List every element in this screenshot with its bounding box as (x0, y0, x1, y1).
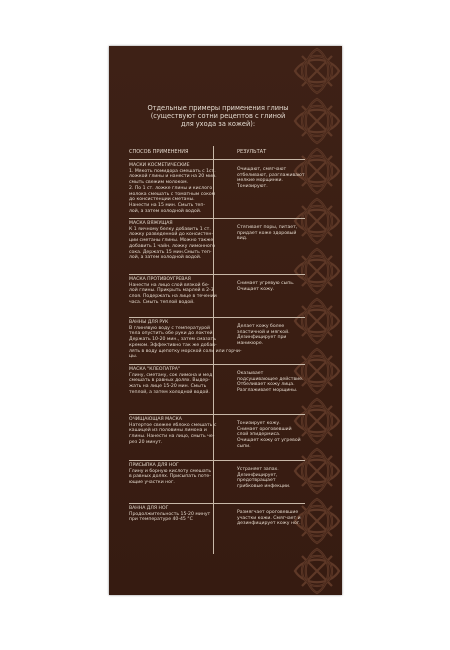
method-line: Нанести на лицо слой вязкой бе- (129, 282, 210, 288)
method-cell (129, 367, 231, 396)
result-cell (237, 421, 305, 450)
method-line: до консистенции сметаны. (129, 197, 195, 203)
table-row (129, 461, 305, 504)
result-line: слой эпидермиса. (237, 432, 281, 438)
result-line: Тонизируют. (237, 184, 268, 190)
table-row (129, 365, 305, 415)
table-row (129, 504, 305, 546)
method-line: смыть свежим молоком. (129, 180, 189, 186)
method-line: цы. (129, 354, 138, 360)
recipes-table (129, 146, 305, 527)
method-line: К 1 яичному белку добавить 1 ст. (129, 226, 211, 232)
result-line: эластичной и мягкой. (237, 329, 290, 335)
recipe-name: ВАННА ДЛЯ НОГ (129, 506, 169, 511)
method-line: в равных долях. Присыпать поте- (129, 474, 211, 480)
table-header (129, 146, 305, 160)
header-method: СПОСОБ ПРИМЕНЕНИЯ (129, 149, 189, 155)
result-cell (237, 167, 305, 190)
result-line: Очищают, смягчают (237, 167, 287, 172)
method-line: Продолжительность 15-20 минут (129, 511, 211, 517)
recipe-name: ПРИСЫПКА ДЛЯ НОГ (129, 463, 179, 468)
result-line: предотвращает (237, 478, 276, 484)
result-line: Делает кожу более (237, 324, 285, 329)
table-row (129, 318, 305, 365)
method-line: Держать 10-20 мин., затем смазать (129, 337, 216, 343)
result-line: Очищает кожу от угревой (237, 438, 301, 444)
method-line: Нанести на 15 мин. Смыть теп- (129, 202, 206, 208)
method-line: 1. Мякоть помидора смешать с 1ст. (129, 168, 216, 174)
method-cell (129, 277, 231, 306)
result-line: маникюре. (237, 341, 264, 347)
method-line: рез 20 минут. (129, 439, 163, 445)
result-line: Дезинфицирует, (237, 472, 278, 478)
method-line: часа. Смыть теплой водой. (129, 299, 195, 305)
info-panel (109, 46, 342, 595)
recipe-name: МАСКА "КЛЕОПАТРА" (129, 367, 180, 372)
recipe-name: МАСКА ВЯЖУЩАЯ (129, 221, 173, 226)
method-line: Натертое свежее яблоко смешать с (129, 422, 217, 428)
result-line: Оказывает (237, 371, 264, 376)
result-line: придает коже здоровый (237, 230, 297, 236)
intro-title-line: Отдельные примеры применения глины (147, 104, 289, 112)
method-line: слоя. Подержать на лице в течении (129, 294, 217, 300)
method-cell (129, 221, 231, 261)
result-cell (237, 371, 305, 394)
method-line: 2. По 1 ст. ложке глины и кислого (129, 185, 213, 191)
recipe-name: МАСКА ПРОТИВОУГРЕВАЯ (129, 277, 191, 282)
header-result: РЕЗУЛЬТАТ (237, 149, 267, 155)
recipe-name: ОЧИЩАЮЩАЯ МАСКА (129, 417, 182, 422)
result-line: подсушивающее действие. (237, 376, 304, 382)
result-cell (237, 510, 305, 527)
method-line: ции сметаны глины. Можно также (129, 238, 214, 244)
intro-title (129, 104, 307, 128)
result-line: Тонизирует кожу. (237, 421, 281, 426)
method-line: лой, а затем холодной водой. (129, 208, 202, 214)
result-line: Отбеливает кожу лица. (237, 382, 295, 388)
method-line: лять в воду щепотку морской соли или горчи- (129, 348, 242, 354)
method-cell (129, 463, 231, 486)
result-line: Разглаживает морщины. (237, 388, 298, 394)
method-line: кашицей из половины лимона и (129, 428, 207, 434)
method-line: при температуре 40-45 °С (129, 517, 193, 523)
result-cell (237, 281, 305, 292)
method-line: добавить 1 чайн. ложку лимонного (129, 243, 216, 249)
method-cell (129, 163, 231, 214)
method-line: глины. Нанести на лицо, смыть че- (129, 434, 215, 440)
result-line: сыпи. (237, 443, 251, 449)
result-line: Снимает ороговевший (237, 426, 292, 432)
intro-title-line: (существуют сотни рецептов с глиной (150, 112, 286, 120)
method-cell (129, 320, 242, 360)
result-line: Устраняет запах. (237, 467, 279, 472)
method-line: кремом. Эффективно так же добав- (129, 342, 217, 348)
table-row (129, 275, 305, 318)
result-cell (237, 467, 305, 490)
table-row (129, 160, 305, 219)
table-row (129, 219, 305, 275)
method-line: Глину и борную кислоту смешать (129, 468, 212, 474)
method-line: сока. Держать 15 мин.Смыть теп- (129, 249, 212, 255)
result-line: участки кожи. Смягчает и (237, 515, 301, 521)
result-line: Размягчает ороговевшие (237, 510, 299, 515)
method-line: ющие участки ног. (129, 480, 175, 486)
result-line: Дезинфицирует при (237, 335, 287, 341)
result-cell (237, 324, 305, 347)
result-line: вид. (237, 236, 248, 242)
table-row (129, 415, 305, 461)
method-line: лой, а затем холодной водой. (129, 255, 202, 261)
method-line: молока смешать с томатным соком (129, 191, 216, 197)
intro-title-line: для ухода за кожей): (180, 120, 256, 128)
result-line: Снимает угревую сыпь. (237, 281, 295, 286)
result-line: грибковые инфекции. (237, 484, 291, 490)
method-cell (129, 506, 231, 523)
method-line: В глинявую воду с температурой (129, 325, 210, 331)
method-cell (129, 417, 231, 446)
result-line: дезинфицирует кожу ног. (237, 521, 301, 527)
method-line: Глину, сметану, сок лимона и мед (129, 372, 213, 378)
recipe-name: МАСКИ КОСМЕТИЧЕСКИЕ (129, 163, 190, 168)
result-line: мелкие морщинки. (237, 178, 284, 184)
result-line: Очищает кожу. (237, 286, 275, 292)
method-line: лой глины. Прикрыть марлей в 2-3 (129, 288, 214, 294)
method-line: тела опустить обе руки до локтей. (129, 331, 214, 337)
result-cell (237, 225, 305, 242)
method-line: ложку разведенной до консистен- (129, 232, 214, 238)
method-line: теплой, а затем холодной водой. (129, 389, 210, 395)
method-line: ложкой глины и нанести на 20 мин. (129, 174, 217, 180)
method-line: жать на лице 15-20 мин. Смыть (129, 384, 207, 390)
recipe-name: ВАННЫ ДЛЯ РУК (129, 320, 169, 325)
result-line: Стягивает поры, питает, (237, 225, 298, 230)
result-line: отбеливают, разглаживают (237, 172, 305, 178)
method-line: смешать в равных долях. Выдер- (129, 378, 210, 384)
